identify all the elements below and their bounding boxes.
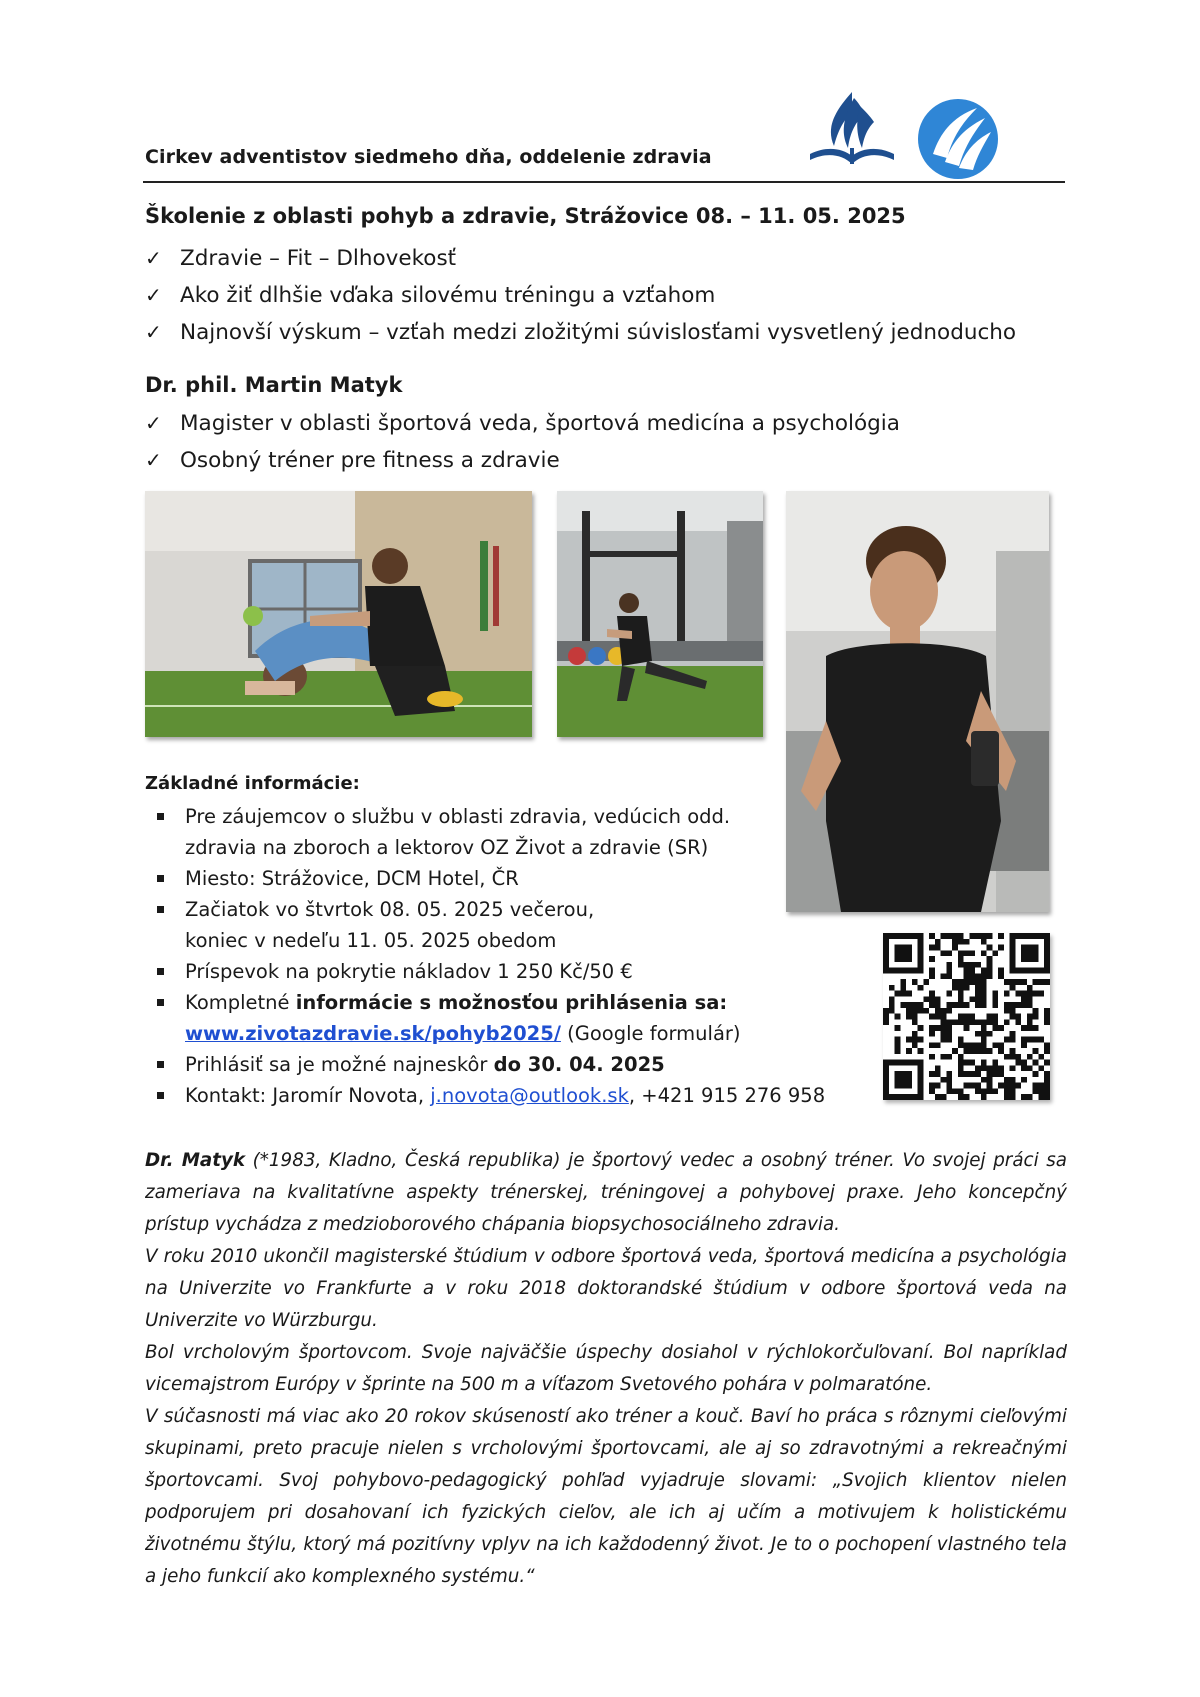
list-item: Začiatok vo štvrtok 08. 05. 2025 večerou, koniec v nedeľu 11. 05. 2025 obedom [145,894,825,956]
list-item: ✓ Magister v oblasti športová veda, športová medicína a psychológia [145,405,900,442]
checkmark-icon: ✓ [145,448,162,472]
photo-training-plank [145,491,532,737]
list-item: ✓ Osobný tréner pre fitness a zdravie [145,442,900,479]
info-list [145,801,825,1111]
list-item: ✓ Najnovší výskum – vzťah medzi zložitými súvislosťami vysvetlený jednoducho [145,314,1016,351]
registration-link[interactable]: www.zivotazdravie.sk/pohyb2025/ [185,1022,561,1045]
square-bullet-icon [157,999,164,1006]
health-department-logo-icon [915,96,1001,182]
square-bullet-icon [157,1092,164,1099]
checkmark-icon: ✓ [145,411,162,435]
qr-code[interactable] [883,933,1050,1100]
list-item: ✓ Ako žiť dlhšie vďaka silovému tréningu a vzťahom [145,277,1016,314]
list-item: Príspevok na pokrytie nákladov 1 250 Kč/50 € [145,956,825,987]
list-item: Prihlásiť sa je možné najneskôr do 30. 04. 2025 [145,1049,825,1080]
event-title: Školenie z oblasti pohyb a zdravie, Strážovice 08. – 11. 05. 2025 [145,204,906,228]
square-bullet-icon [157,813,164,820]
checkmark-icon: ✓ [145,283,162,307]
bio-paragraph: Dr. Matyk (*1983, Kladno, Česká republika) je športový vedec a osobný tréner. Vo svojej práci sa zameriava na kvalitatívne aspekty trénerskej, tréningovej a pohybovej praxe. Jeho koncepčný prístup vychádza z medzioborového chápania biopsychosociálneho zdravia. [145,1150,1067,1235]
list-item: Kompletné informácie s možnosťou prihlásenia sa: www.zivotazdravie.sk/pohyb2025/ (Google formulár) [145,987,825,1049]
contact-email-link[interactable]: j.novota@outlook.sk [430,1084,629,1107]
lecturer-bio [145,1145,1067,1593]
bio-paragraph: Bol vrcholovým športovcom. Svoje najväčšie úspechy dosiahol v rýchlokorčuľovaní. Bol napríklad vicemajstrom Európy v šprinte na 500 m a víťazom Svetového pohára v polmaratóne. [145,1342,1067,1395]
topics-list [145,240,1016,351]
lecturer-name: Dr. phil. Martin Matyk [145,373,403,397]
square-bullet-icon [157,968,164,975]
square-bullet-icon [157,875,164,882]
qualifications-list [145,405,900,479]
bio-paragraph: V roku 2010 ukončil magisterské štúdium v odbore športová veda, športová medicína a psychológia na Univerzite vo Frankfurte a v roku 2018 doktorandské štúdium v odbore športová veda na Univerzite vo Würzburgu. [145,1246,1067,1331]
checkmark-icon: ✓ [145,320,162,344]
square-bullet-icon [157,1061,164,1068]
list-item: ✓ Zdravie – Fit – Dlhovekosť [145,240,1016,277]
photo-lunge-stretch [557,491,763,737]
adventist-logo-icon [804,90,900,170]
list-item: Kontakt: Jaromír Novota, j.novota@outlook.sk, +421 915 276 958 [145,1080,825,1111]
organization-name: Cirkev adventistov siedmeho dňa, oddelenie zdravia [145,146,712,168]
info-heading: Základné informácie: [145,773,360,794]
bio-paragraph: V súčasnosti má viac ako 20 rokov skúseností ako tréner a kouč. Baví ho práca s rôznymi cieľovými skupinami, preto pracuje nielen s vrcholovými športovcami, ale aj so zdravotnými a rekreačnými športovcami. Svoj pohybovo-pedagogický pohľad vyjadruje slovami: „Svojich klientov nielen podporujem pri dosahovaní ich fyzických cieľov, ale ich aj učím a motivujem k holistickému životnému štýlu, ktorý má pozitívny vplyv na ich každodenný život. Je to o pochopení vlastného tela a jeho funkcií ako komplexného systému.“ [145,1406,1067,1587]
photo-lecturer-portrait [786,491,1049,912]
list-item: Pre záujemcov o službu v oblasti zdravia, vedúcich odd. zdravia na zboroch a lektorov OZ Život a zdravie (SR) [145,801,825,863]
list-item: Miesto: Strážovice, DCM Hotel, ČR [145,863,825,894]
checkmark-icon: ✓ [145,246,162,270]
header-divider [143,181,1065,183]
square-bullet-icon [157,906,164,913]
